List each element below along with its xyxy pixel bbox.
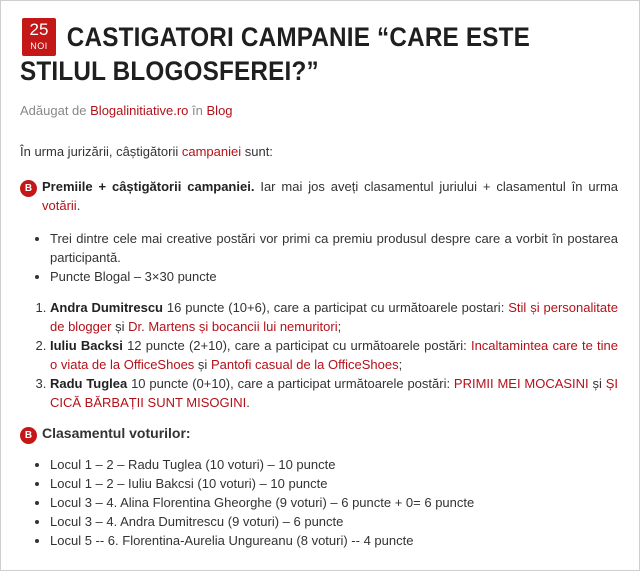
winner-item: [50, 374, 618, 412]
winner-text: 10 puncte (0+10), care a participat următoarele postări:: [131, 376, 451, 391]
winner-end: .: [246, 395, 250, 410]
winner-name: Iuliu Backsi: [50, 338, 123, 353]
votes-heading-text: Clasamentul voturilor:: [42, 425, 191, 441]
category-link[interactable]: Blog: [206, 103, 233, 118]
intro-text: În urma jurizării, câștigătorii: [20, 144, 179, 159]
meta-in: în: [192, 103, 203, 118]
winner-post-link[interactable]: Stil și personalitate de blogger: [50, 300, 618, 334]
intro-suffix: sunt:: [244, 144, 273, 159]
post-content: [20, 142, 618, 550]
prizes-heading-bold: Premiile + câștigătorii campaniei.: [42, 179, 255, 194]
list-item: • Locul 1 – 2 – Iuliu Bakcsi (10 voturi) – 10 puncte: [50, 474, 618, 493]
winner-post-link[interactable]: PRIMII MEI MOCASINI: [453, 376, 589, 391]
campaign-link[interactable]: campaniei: [181, 144, 242, 159]
winner-sep: și: [592, 376, 602, 391]
winner-post-link[interactable]: Dr. Martens și bocancii lui nemuritori: [128, 319, 338, 334]
meta-prefix: Adăugat de: [20, 103, 87, 118]
intro-paragraph: [20, 142, 618, 161]
votes-heading: [20, 424, 618, 443]
post-title-text[interactable]: CASTIGATORI CAMPANIE “CARE ESTE STILUL BLOGOSFEREI?”: [20, 22, 531, 86]
prizes-heading-end: .: [76, 198, 81, 213]
date-month: NOI: [30, 41, 48, 51]
votes-link[interactable]: votării: [42, 198, 77, 213]
winner-item: [50, 298, 618, 336]
prize-list: [20, 229, 618, 286]
author-link[interactable]: Blogalinitiative.ro: [90, 103, 189, 118]
list-item: • Locul 1 – 2 – Radu Tuglea (10 voturi) – 10 puncte: [50, 455, 618, 474]
post-meta: [20, 103, 233, 118]
winner-text: 16 puncte (10+6), care a participat cu următoarele postari:: [166, 300, 505, 315]
winner-post-link[interactable]: Incaltamintea care te tine o viata de la OfficeShoes: [50, 338, 618, 372]
winners-list: [20, 298, 618, 412]
blogal-b-icon: B: [20, 427, 37, 444]
winner-post-link[interactable]: Pantofi casual de la OfficeShoes: [210, 357, 399, 372]
list-item: • Locul 5 -- 6. Florentina-Aurelia Ungureanu (8 voturi) -- 4 puncte: [50, 531, 618, 550]
list-item: • Puncte Blogal – 3×30 puncte: [50, 267, 618, 286]
winner-item: [50, 336, 618, 374]
winner-name: Radu Tuglea: [50, 376, 128, 391]
blogal-b-icon: B: [20, 180, 37, 197]
winner-end: ;: [398, 357, 403, 372]
post-title[interactable]: [20, 20, 560, 88]
winner-post-link[interactable]: ȘI CICĂ BĂRBAȚII SUNT MISOGINI: [50, 376, 619, 410]
prizes-heading-text: Iar mai jos aveți clasamentul juriului + clasamentul în urma: [260, 179, 619, 194]
winner-text: 12 puncte (2+10), care a participat cu următoarele postări:: [127, 338, 467, 353]
list-item: • Locul 3 – 4. Andra Dumitrescu (9 voturi) – 6 puncte: [50, 512, 618, 531]
date-day: 25: [29, 20, 49, 39]
list-item: • Locul 3 – 4. Alina Florentina Gheorghe (9 voturi) – 6 puncte + 0= 6 puncte: [50, 493, 618, 512]
winner-end: ;: [337, 319, 342, 334]
winner-name: Andra Dumitrescu: [50, 300, 163, 315]
votes-list: [20, 455, 618, 550]
list-item: • Trei dintre cele mai creative postări vor primi ca premiu produsul despre care a vorbit în postarea participantă.: [50, 229, 618, 267]
prizes-heading: [20, 177, 618, 215]
winner-sep: și: [197, 357, 208, 372]
winner-sep: și: [115, 319, 125, 334]
